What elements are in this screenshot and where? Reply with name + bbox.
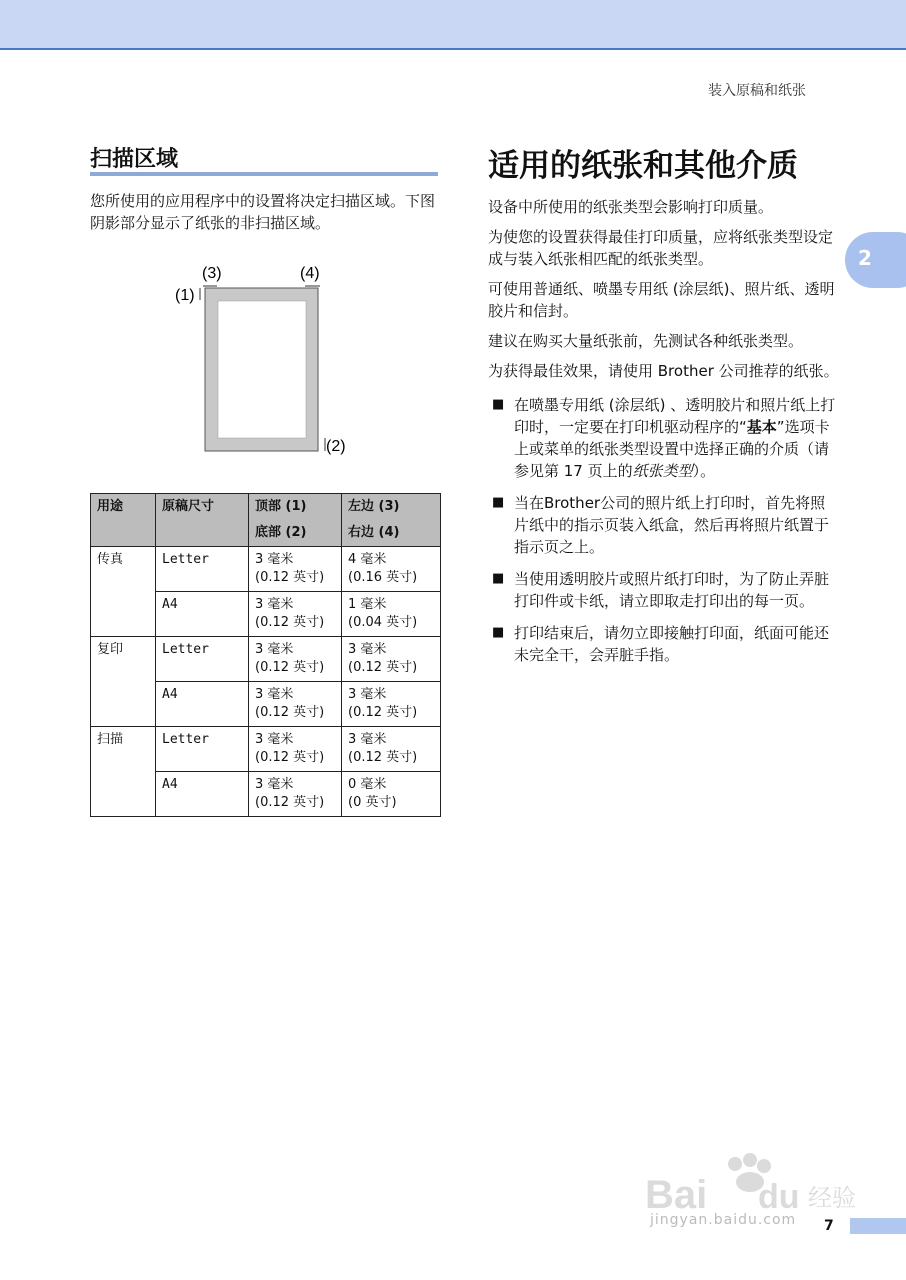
size-cell: A4 (156, 592, 249, 637)
paragraph: 可使用普通纸、喷墨专用纸 (涂层纸)、照片纸、透明胶片和信封。 (488, 280, 835, 320)
list-item: ■ 打印结束后，请勿立即接触打印面，纸面可能还未完全干，会弄脏手指。 (488, 622, 840, 666)
list-item: ■ 当在Brother公司的照片纸上打印时，首先将照片纸中的指示页装入纸盒，然后再将照片纸置于指示页之上。 (488, 492, 840, 558)
mm-value: 3 毫米 (255, 642, 294, 657)
list-item (488, 394, 840, 482)
scan-area-intro: 您所使用的应用程序中的设置将决定扫描区域。下图阴影部分显示了纸张的非扫描区域。 (90, 192, 436, 232)
inch-value: (0.04 英寸) (348, 615, 418, 630)
left-right-cell (342, 547, 441, 592)
label-left: (3) (202, 265, 222, 282)
header-top: 顶部 (1) (255, 499, 307, 514)
bullet-text: ）。 (692, 462, 716, 480)
media-title: 适用的纸张和其他介质 (488, 148, 798, 184)
size-cell: Letter (156, 547, 249, 592)
size-cell: Letter (156, 637, 249, 682)
inch-value: (0.12 英寸) (348, 660, 418, 675)
scan-area-title: 扫描区域 (90, 147, 179, 172)
scan-area-diagram (170, 258, 370, 468)
size-cell: Letter (156, 727, 249, 772)
left-right-cell (342, 727, 441, 772)
chapter-tab (845, 232, 906, 288)
bullet-text: 在喷墨专用纸 (涂层纸) 、透明胶片和照片纸上打印时，一定要在打印机驱动程序的“ (514, 396, 836, 436)
paragraph: 设备中所使用的纸张类型会影响打印质量。 (488, 198, 774, 216)
left-right-cell (342, 772, 441, 817)
left-right-cell (342, 637, 441, 682)
inch-value: (0.12 英寸) (255, 705, 325, 720)
inch-value: (0.12 英寸) (348, 750, 418, 765)
mm-value: 0 毫米 (348, 777, 387, 792)
mm-value: 3 毫米 (348, 687, 387, 702)
left-right-cell (342, 592, 441, 637)
top-bottom-cell (249, 682, 342, 727)
scannable-area (218, 301, 306, 438)
inch-value: (0.12 英寸) (255, 795, 325, 810)
basic-tab-name: 基本 (746, 418, 777, 436)
table-row (91, 547, 441, 592)
header-right: 右边 (4) (348, 525, 400, 540)
svg-text:经验: 经验 (808, 1184, 856, 1212)
mm-value: 3 毫米 (348, 732, 387, 747)
page-number: 7 (824, 1218, 834, 1234)
header-band (0, 0, 906, 50)
mm-value: 3 毫米 (255, 777, 294, 792)
mm-value: 3 毫米 (255, 687, 294, 702)
mm-value: 3 毫米 (255, 552, 294, 567)
watermark-url: jingyan.baidu.com (650, 1212, 797, 1228)
baidu-logo (640, 1150, 860, 1270)
top-bottom-cell (249, 547, 342, 592)
inch-value: (0.12 英寸) (255, 750, 325, 765)
top-bottom-cell (249, 592, 342, 637)
table-header-row (91, 494, 441, 547)
svg-text:du: du (758, 1178, 800, 1216)
top-bottom-cell (249, 772, 342, 817)
label-bottom: (2) (326, 438, 346, 455)
paper-type-reference: 纸张类型 (632, 462, 693, 480)
header-use: 用途 (91, 494, 156, 547)
mm-value: 3 毫米 (255, 597, 294, 612)
section-underline (90, 172, 438, 176)
chapter-title: 装入原稿和纸张 (708, 83, 806, 99)
mm-value: 1 毫米 (348, 597, 387, 612)
mm-value: 3 毫米 (255, 732, 294, 747)
inch-value: (0.16 英寸) (348, 570, 418, 585)
left-right-cell (342, 682, 441, 727)
svg-text:Bai: Bai (645, 1173, 708, 1217)
inch-value: (0.12 英寸) (255, 570, 325, 585)
paragraph: 为获得最佳效果，请使用 Brother 公司推荐的纸张。 (488, 362, 839, 380)
bullet-text: ”选项卡上或菜单的纸张类型设置中选择正确的介质（请参见第 17 页上的 (514, 418, 830, 480)
label-right: (4) (300, 265, 320, 282)
footer-band (850, 1218, 906, 1234)
use-cell: 复印 (91, 637, 156, 727)
header-left-right (342, 494, 441, 547)
header-size: 原稿尺寸 (156, 494, 249, 547)
mm-value: 3 毫米 (348, 642, 387, 657)
header-left: 左边 (3) (348, 499, 400, 514)
table-row (91, 637, 441, 682)
top-bottom-cell (249, 637, 342, 682)
scan-margins-table (90, 493, 441, 817)
top-bottom-cell (249, 727, 342, 772)
chapter-tab-number: 2 (858, 246, 872, 270)
size-cell: A4 (156, 772, 249, 817)
inch-value: (0.12 英寸) (255, 660, 325, 675)
paragraph: 建议在购买大量纸张前，先测试各种纸张类型。 (488, 332, 804, 350)
size-cell: A4 (156, 682, 249, 727)
list-item: ■ 当使用透明胶片或照片纸打印时，为了防止弄脏打印件或卡纸，请立即取走打印出的每一页。 (488, 568, 840, 612)
use-cell: 传真 (91, 547, 156, 637)
table-row (91, 727, 441, 772)
paragraph: 为使您的设置获得最佳打印质量，应将纸张类型设定成与装入纸张相匹配的纸张类型。 (488, 228, 834, 268)
tips-list (488, 394, 840, 666)
media-body (488, 196, 840, 676)
inch-value: (0 英寸) (348, 795, 397, 810)
inch-value: (0.12 英寸) (348, 705, 418, 720)
inch-value: (0.12 英寸) (255, 615, 325, 630)
mm-value: 4 毫米 (348, 552, 387, 567)
label-top: (1) (175, 287, 195, 304)
header-bottom: 底部 (2) (255, 525, 307, 540)
use-cell: 扫描 (91, 727, 156, 817)
header-top-bottom (249, 494, 342, 547)
